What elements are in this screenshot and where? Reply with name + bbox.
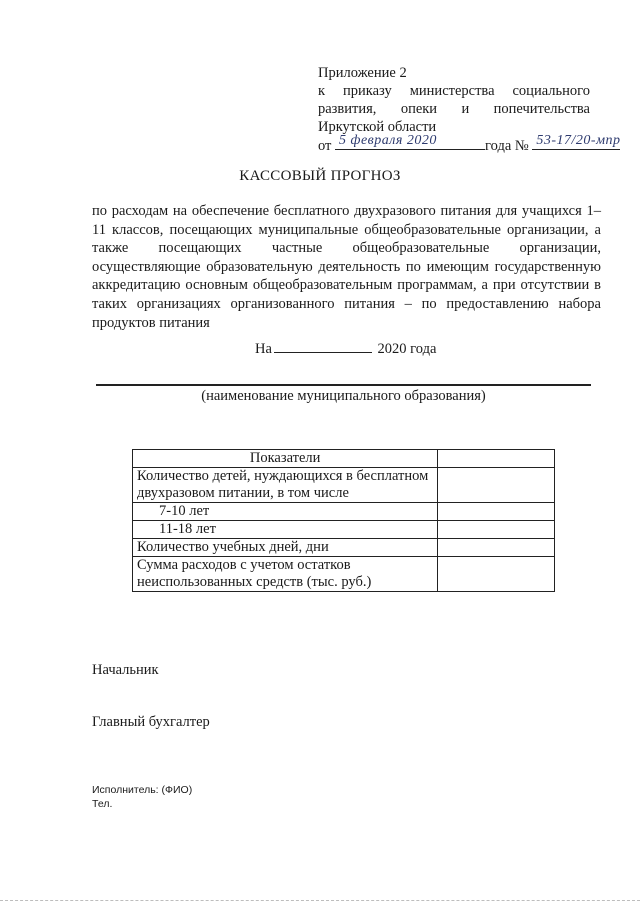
- appendix-word: приказу: [343, 83, 392, 99]
- indicators-table: [132, 449, 555, 592]
- table-row: [133, 557, 555, 592]
- executor-phone: Тел.: [92, 798, 113, 810]
- date-blank: [335, 133, 485, 150]
- handwritten-number: 53-17/20-мпр: [536, 133, 621, 148]
- table-row-label: Количество учебных дней, дни: [133, 539, 438, 557]
- appendix-line-order: [318, 82, 590, 100]
- handwritten-date: 5 февраля 2020: [339, 133, 437, 148]
- municipality-underline: [96, 384, 591, 386]
- table-row-label: 7-10 лет: [133, 503, 438, 521]
- appendix-word: опеки: [400, 101, 438, 117]
- table-value-cell: [438, 539, 555, 557]
- document-title: КАССОВЫЙ ПРОГНОЗ: [239, 168, 401, 184]
- chief-accountant-signature-label: Главный бухгалтер: [92, 714, 210, 730]
- table-value-cell: [438, 468, 555, 503]
- head-signature-label: Начальник: [92, 662, 159, 678]
- from-label: от: [318, 138, 332, 154]
- table-row: [133, 503, 555, 521]
- table-row-label: Сумма расходов с учетом остатков неиспользованных средств (тыс. руб.): [133, 557, 438, 592]
- appendix-word: министерства: [409, 83, 495, 99]
- municipality-caption: (наименование муниципального образования): [201, 388, 486, 404]
- table-row-label: Количество детей, нуждающихся в бесплатном двухразовом питании, в том числе: [133, 468, 438, 503]
- appendix-region: Иркутской области: [318, 119, 437, 135]
- appendix-word: попечительства: [493, 101, 590, 117]
- appendix-word: развития,: [318, 101, 377, 117]
- table-value-cell: [438, 557, 555, 592]
- table-row-label: 11-18 лет: [133, 521, 438, 539]
- number-blank: [532, 133, 621, 150]
- appendix-word: и: [461, 101, 470, 117]
- table-row: [133, 539, 555, 557]
- table-row: [133, 468, 555, 503]
- appendix-title: Приложение 2: [318, 65, 407, 81]
- table-row: [133, 521, 555, 539]
- table-header: Показатели: [133, 450, 438, 468]
- table-header-row: [133, 450, 555, 468]
- purpose-paragraph: по расходам на обеспечение бесплатного двухразового питания для учащихся 1–11 классов, посещающих муниципальные общеобразовательные организации, а также посещающих частные общеобразовательные организации, осуществляющие образовательную деятельность по имеющим государственную аккредитацию основным общеобразовательным программам, а при отсутствии в таких организациях организованного питания – по предоставлению набора продуктов питания: [92, 203, 601, 331]
- executor-label: Исполнитель: (ФИО): [92, 784, 193, 796]
- on-date-prefix: На: [255, 341, 272, 357]
- appendix-line-development: [318, 100, 590, 118]
- appendix-word: социального: [512, 83, 590, 99]
- on-date-blank: [274, 340, 372, 353]
- table-value-cell: [438, 503, 555, 521]
- page-bottom-edge: [0, 900, 640, 901]
- table-value-cell: [438, 521, 555, 539]
- appendix-date-line: [318, 133, 621, 155]
- table-value-cell: [438, 450, 555, 468]
- on-date-suffix: 2020 года: [377, 341, 437, 357]
- year-number-label: года №: [485, 138, 529, 154]
- forecast-date-line: [255, 340, 436, 358]
- appendix-word: к: [318, 83, 326, 99]
- appendix-block: [318, 64, 621, 155]
